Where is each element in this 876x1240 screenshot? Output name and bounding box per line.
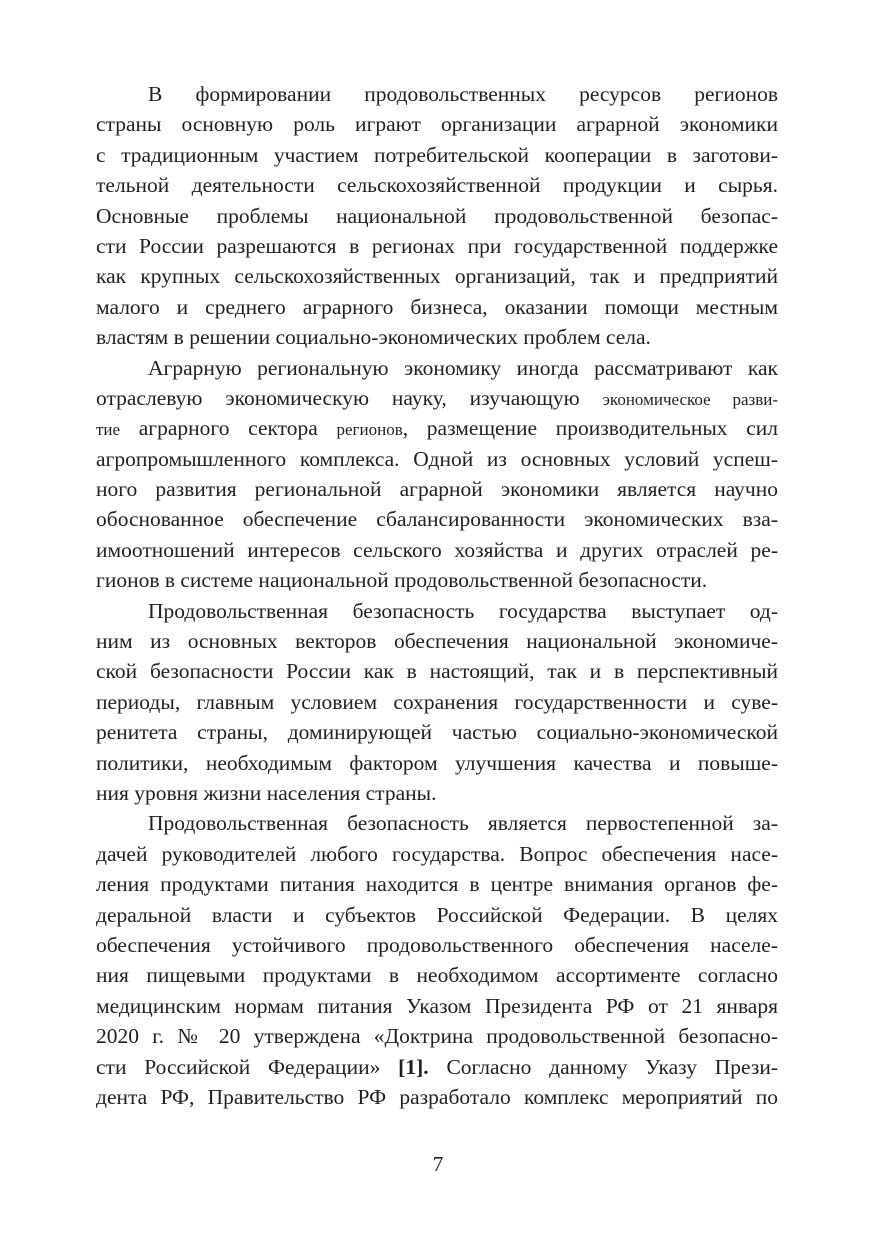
text-line: имоотношений интересов сельского хозяйства и других отраслей ре- (96, 537, 778, 562)
text-line: политики, необходимым фактором улучшения качества и повыше- (96, 750, 778, 775)
text-line: властям в решении социально-экономических проблем села. (96, 325, 651, 350)
text-line: страны основную роль играют организации аграрной экономики (96, 112, 778, 137)
text-line: ния пищевыми продуктами в необходимом ассортименте согласно (96, 963, 778, 988)
text-line: обеспечения устойчивого продовольственного обеспечения населе- (96, 932, 778, 957)
text-line: гионов в системе национальной продовольственной безопасности. (96, 568, 708, 593)
text-line: ской безопасности России как в настоящий, так и в перспективный (96, 659, 778, 684)
paragraph-1 (96, 79, 778, 353)
text-line: Продовольственная безопасность является первостепенной за- (148, 811, 778, 836)
text-line: медицинским нормам питания Указом Президента РФ от 21 января (96, 993, 778, 1018)
text-line: с традиционным участием потребительской кооперации в заготови- (96, 142, 778, 167)
text-line: ления продуктами питания находится в центре внимания органов фе- (96, 872, 778, 897)
text-line: ним из основных векторов обеспечения национальной экономиче- (96, 629, 778, 654)
small-text-segment: регионов (336, 420, 403, 440)
text-line: Основные проблемы национальной продовольственной безопас- (96, 203, 778, 228)
page-number: 7 (432, 1152, 444, 1176)
text-line: как крупных сельскохозяйственных организаций, так и предприятий (96, 264, 778, 289)
text-line (96, 1052, 778, 1082)
paragraph-3 (96, 596, 778, 809)
text-line: периоды, главным условием сохранения государственности и суве- (96, 689, 778, 714)
text-line: тельной деятельности сельскохозяйственной продукции и сырья. (96, 173, 778, 198)
paragraph-2 (96, 353, 778, 596)
text-line: деральной власти и субъектов Российской Федерации. В целях (96, 902, 778, 927)
small-text-segment: тие (96, 420, 121, 440)
small-text-segment: экономическое разви- (602, 389, 778, 409)
reference-link[interactable]: [1]. (398, 1054, 429, 1079)
paragraph-4 (96, 808, 778, 1112)
text-line (96, 383, 778, 413)
text-line: сти России разрешаются в регионах при государственной поддержке (96, 233, 778, 258)
text-line: ренитета страны, доминирующей частью социально-экономической (96, 720, 778, 745)
text-line: дента РФ, Правительство РФ разработало комплекс мероприятий по (96, 1084, 778, 1109)
text-line: Продовольственная безопасность государства выступает од- (148, 598, 778, 623)
text-line: Аграрную региональную экономику иногда рассматривают как (148, 355, 778, 380)
text-segment: , размещение производительных сил (402, 416, 778, 441)
text-segment: сти Российской Федерации» (96, 1054, 381, 1079)
text-line: малого и среднего аграрного бизнеса, оказании помощи местным (96, 294, 778, 319)
text-line: В формировании продовольственных ресурсов регионов (148, 82, 778, 106)
text-line (96, 413, 778, 443)
text-line: ния уровня жизни населения страны. (96, 780, 437, 805)
text-line: ного развития региональной аграрной экономики является научно (96, 477, 778, 502)
text-line: обоснованное обеспечение сбалансированности экономических вза- (96, 507, 778, 532)
text-line: агропромышленного комплекса. Одной из основных условий успеш- (96, 446, 778, 471)
text-segment: отраслевую экономическую науку, изучающую (96, 385, 580, 410)
text-line: дачей руководителей любого государства. Вопрос обеспечения насе- (96, 841, 778, 866)
document-page (96, 79, 778, 1112)
text-segment: Согласно данному Указу Прези- (446, 1054, 778, 1079)
text-line: 2020 г. № 20 утверждена «Доктрина продовольственной безопасно- (96, 1024, 778, 1049)
text-segment: аграрного сектора (138, 416, 318, 441)
